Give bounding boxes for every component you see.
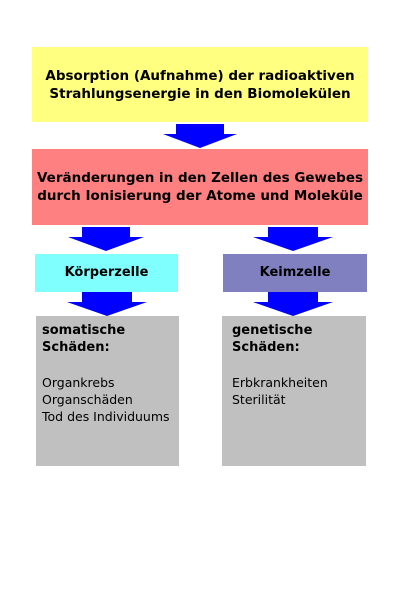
arrow-shape xyxy=(253,292,333,316)
somatisch-list xyxy=(42,374,179,425)
arrow-shape xyxy=(163,124,237,148)
arrow-absorption-to-veraenderungen xyxy=(163,124,237,148)
veraenderungen-line-1: Veränderungen in den Zellen des Gewebes xyxy=(36,170,364,186)
koerperzelle-box xyxy=(35,254,178,292)
list-item: Organkrebs xyxy=(42,375,115,390)
absorption-line-1: Absorption (Aufnahme) der radioaktiven xyxy=(45,67,355,84)
list-item: Erbkrankheiten xyxy=(232,375,328,390)
arrow-veraenderungen-to-keimzelle xyxy=(253,227,333,251)
somatisch-title-line-1: somatische xyxy=(42,323,126,338)
veraenderungen-text xyxy=(37,169,363,205)
absorption-line-2: Strahlungsenergie in den Biomolekülen xyxy=(49,85,351,102)
arrow-shape xyxy=(253,227,333,251)
genetisch-title-line-1: genetische xyxy=(232,323,313,338)
keimzelle-box xyxy=(223,254,367,292)
arrow-shape xyxy=(68,227,144,251)
genetisch-box xyxy=(222,316,366,466)
somatisch-title xyxy=(42,322,179,356)
koerperzelle-label: Körperzelle xyxy=(64,265,149,280)
genetisch-list xyxy=(232,374,366,408)
list-item: Organschäden xyxy=(42,392,133,407)
genetisch-title-line-2: Schäden: xyxy=(232,340,300,355)
keimzelle-label: Keimzelle xyxy=(259,265,331,280)
arrow-keimzelle-to-genetisch xyxy=(253,292,333,316)
absorption-text xyxy=(45,67,354,103)
list-item: Sterilität xyxy=(232,392,286,407)
genetisch-title xyxy=(232,322,366,356)
list-item: Tod des Individuums xyxy=(42,409,170,424)
somatisch-title-line-2: Schäden: xyxy=(42,340,110,355)
arrow-koerperzelle-to-somatisch xyxy=(67,292,147,316)
somatisch-box xyxy=(36,316,179,466)
arrow-veraenderungen-to-koerperzelle xyxy=(68,227,144,251)
arrow-shape xyxy=(67,292,147,316)
veraenderungen-box xyxy=(32,149,368,225)
veraenderungen-line-2: durch Ionisierung der Atome und Moleküle xyxy=(37,188,363,204)
absorption-box xyxy=(32,47,368,122)
